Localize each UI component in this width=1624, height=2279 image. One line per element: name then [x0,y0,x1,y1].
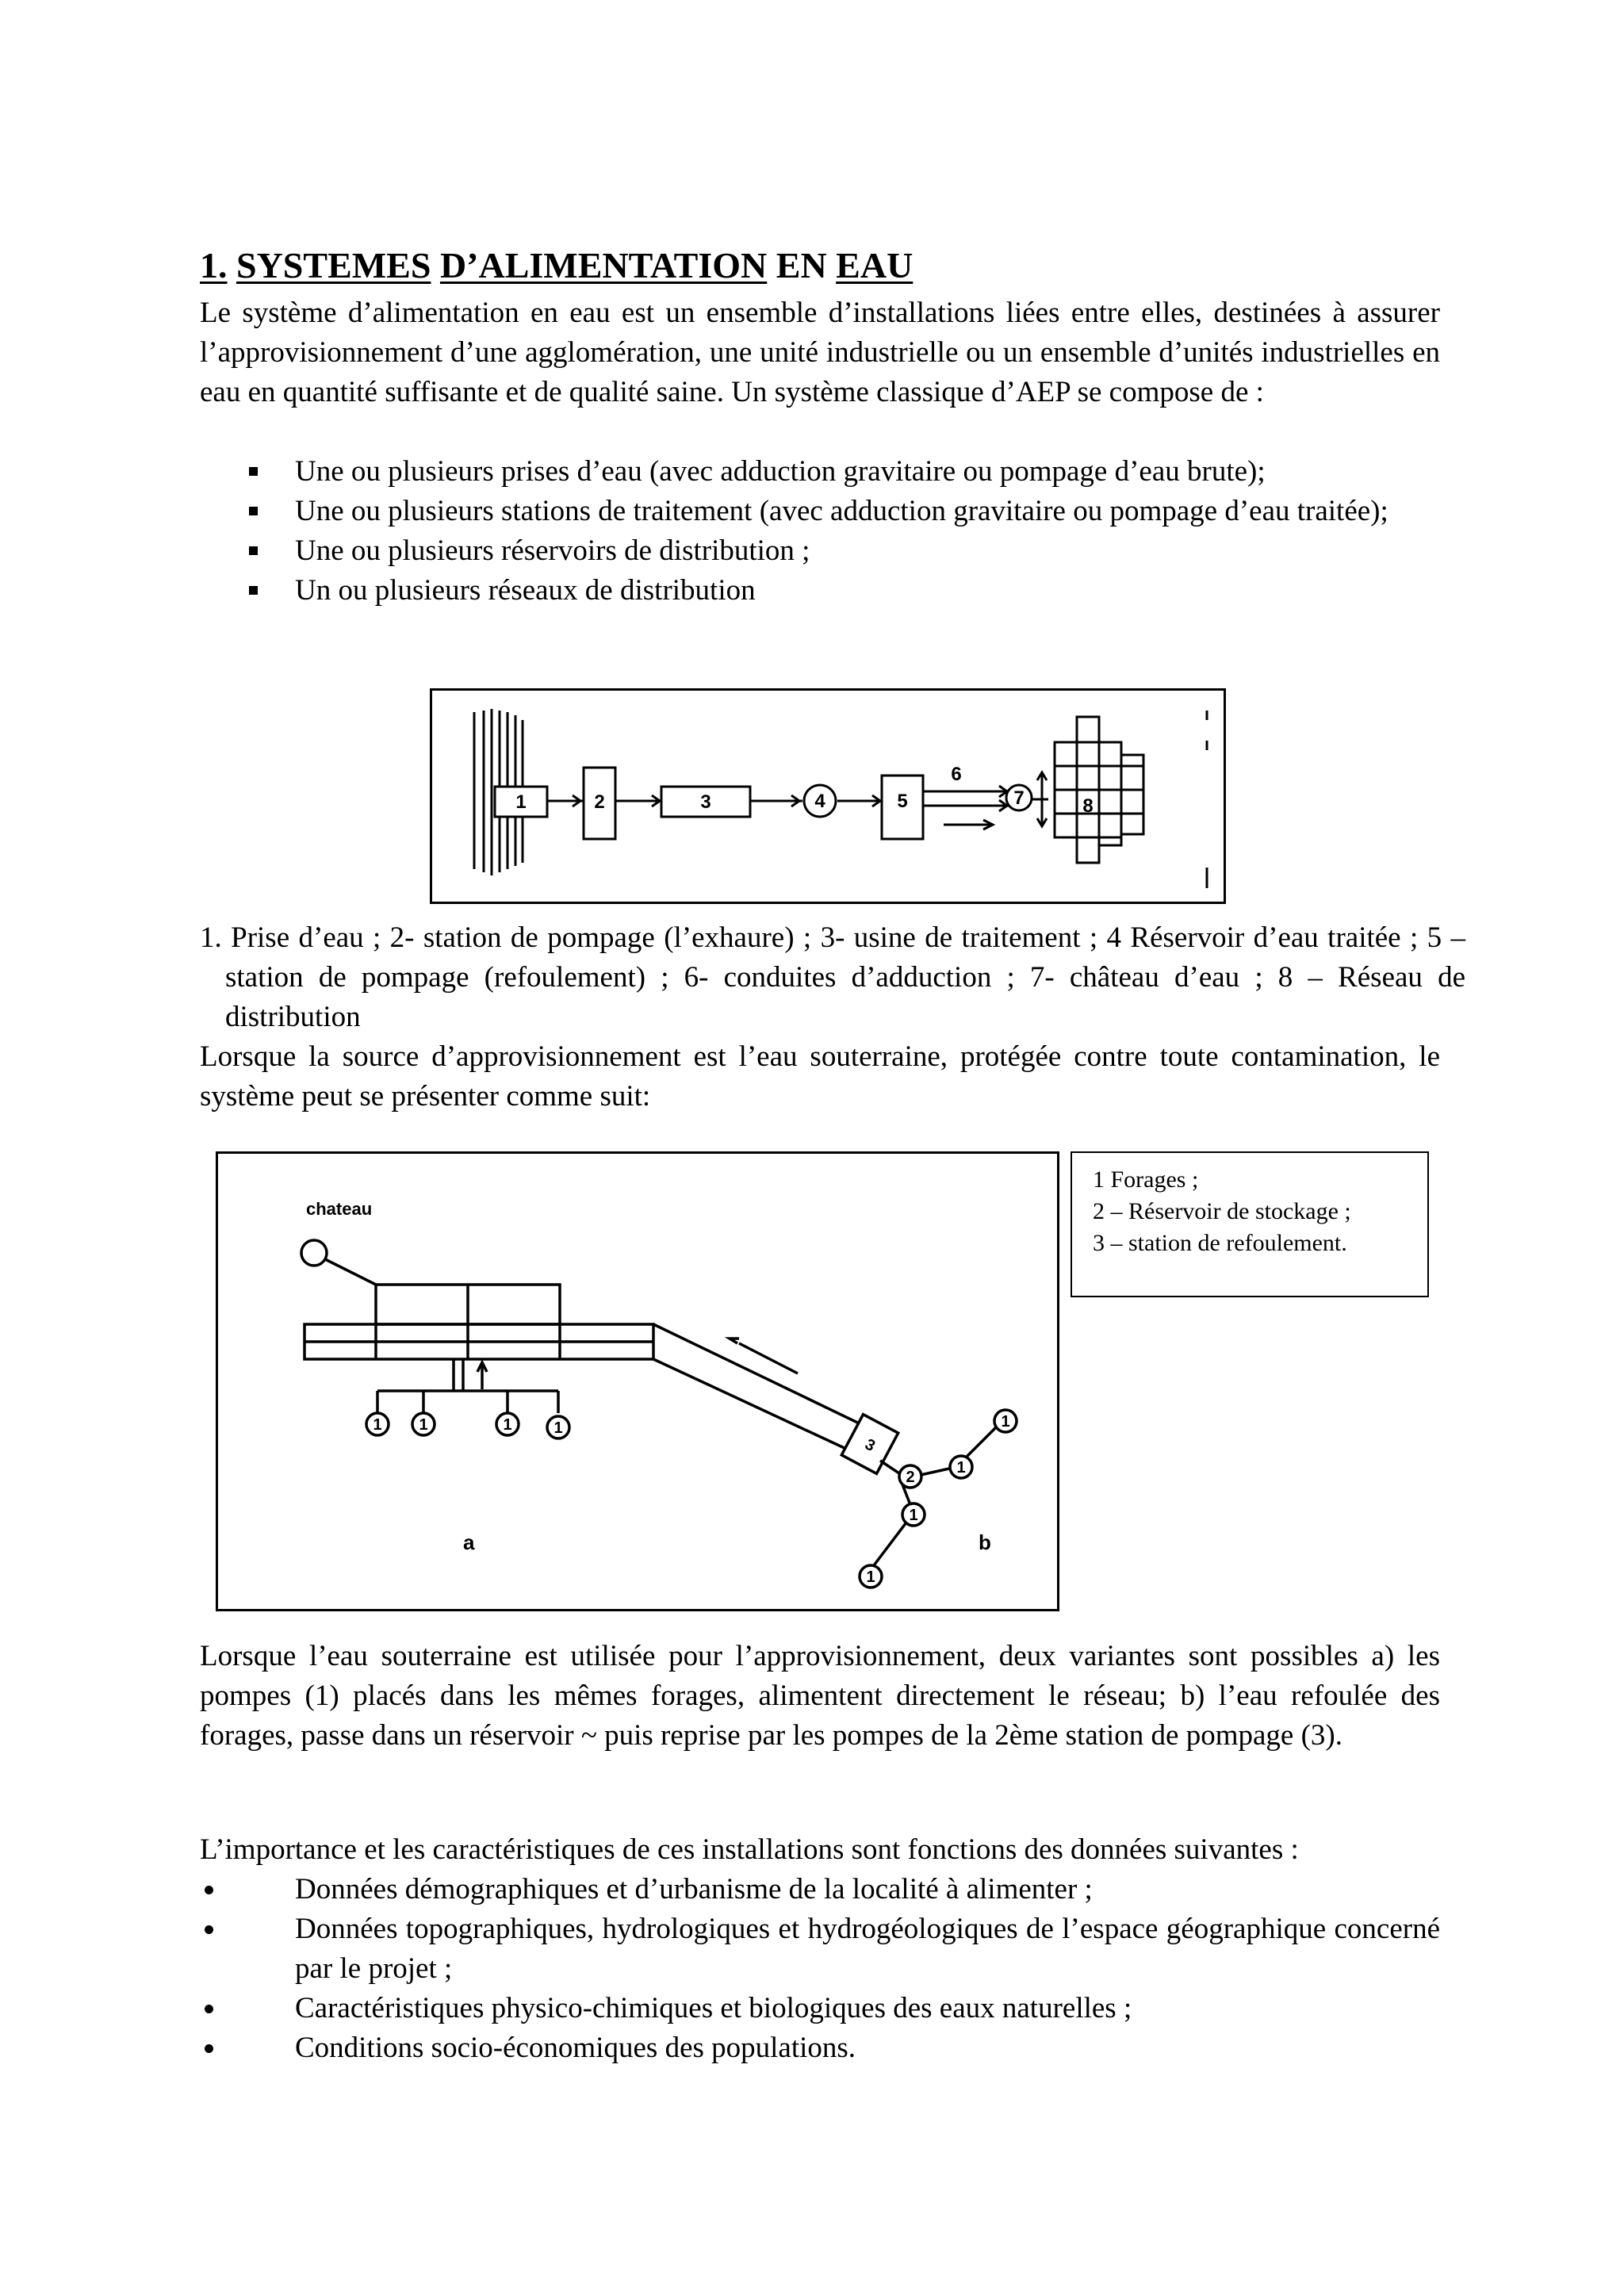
fig1-label-8: 8 [1082,795,1094,817]
fig1-label-4: 4 [814,791,825,812]
list-item: Une ou plusieurs prises d’eau (avec adduction gravitaire ou pompage d’eau brute); [200,452,1440,492]
list-item: Données démographiques et d’urbanisme de la localité à alimenter ; [200,1870,1440,1909]
factors-list [200,1870,1440,2068]
variants-paragraph: Lorsque l’eau souterraine est utilisée pour l’approvisionnement, deux variantes sont possibles a) les pompes (1) placés dans les mêmes forages, alimentent directement le réseau; b) l’eau refoulée des forages, passe dans un réservoir ~ puis reprise par les pompes de la 2ème station de pompage (3). [200,1640,1440,1752]
legend-item: 3 – station de refoulement. [1093,1230,1347,1256]
round-bullet-icon [205,2005,213,2013]
section-heading [200,244,913,286]
heading-word-en: EN [776,245,827,285]
fig2-station-3: 3 [861,1435,879,1456]
heading-word-alimentation: D’ALIMENTATION [439,245,768,285]
list-item: Conditions socio-économiques des populations. [200,2028,1440,2068]
groundwater-system-diagram [216,1151,1059,1611]
fig2-well-1g: 1 [909,1507,918,1524]
fig2-well-1e: 1 [956,1459,966,1477]
legend-item: 1 Forages ; [1093,1166,1199,1193]
fig1-label-3: 3 [700,791,711,813]
fig2-well-1c: 1 [503,1416,512,1434]
fig2-label-b: b [979,1530,991,1554]
heading-word-systemes: SYSTEMES [236,245,431,285]
fig1-label-6: 6 [951,764,962,785]
fig1-label-5: 5 [897,791,908,812]
aep-system-diagram [430,688,1226,904]
list-item: Données topographiques, hydrologiques et hydrogéologiques de l’espace géographique concerné par le projet ; [200,1909,1440,1989]
fig1-label-7: 7 [1013,787,1025,809]
fig2-well-1h: 1 [866,1568,875,1586]
intro-paragraph: Le système d’alimentation en eau est un ensemble d’installations liées entre elles, destinées à assurer l’approvisionnement d’une agglomération, une unité industrielle ou un ensemble d’unités industrielles en eau en quantité suffisante et de qualité saine. Un système classique d’AEP se compose de : [200,297,1440,408]
fig1-label-2: 2 [594,791,605,813]
fig2-well-1b: 1 [419,1416,428,1434]
fig2-well-1f: 1 [1001,1413,1010,1431]
fig2-reservoir-2: 2 [906,1469,915,1486]
factors-intro: L’importance et les caractéristiques de ces installations sont fonctions des données suivantes : [200,1833,1299,1866]
figure2-legend [1071,1151,1429,1297]
fig2-well-1d: 1 [553,1419,563,1437]
heading-number: 1. [200,245,228,285]
square-bullet-icon [249,546,258,555]
list-item: Caractéristiques physico-chimiques et biologiques des eaux naturelles ; [200,1989,1440,2028]
square-bullet-icon [249,586,258,595]
square-bullet-icon [249,467,258,476]
fig1-label-1: 1 [515,791,527,813]
round-bullet-icon [205,1925,213,1934]
fig2-chateau-label: chateau [306,1199,373,1219]
round-bullet-icon [205,2044,213,2053]
fig2-well-1a: 1 [373,1416,382,1434]
fig2-label-a: a [463,1530,475,1554]
list-item: Une ou plusieurs stations de traitement (avec adduction gravitaire ou pompage d’eau traitée); [200,492,1440,531]
list-item: Une ou plusieurs réservoirs de distribution ; [200,531,1440,571]
heading-word-eau: EAU [836,245,914,285]
components-list [200,452,1440,611]
legend-item: 2 – Réservoir de stockage ; [1093,1198,1351,1224]
square-bullet-icon [249,507,258,515]
round-bullet-icon [205,1886,213,1894]
figure1-caption: 1. Prise d’eau ; 2- station de pompage (l’exhaure) ; 3- usine de traitement ; 4 Réservoir d’eau traitée ; 5 – station de pompage (refoulement) ; 6- conduites d’adduction ; 7- château d’eau ; 8 – Réseau de distribution [200,921,1465,1033]
list-item: Un ou plusieurs réseaux de distribution [200,571,1440,611]
groundwater-paragraph: Lorsque la source d’approvisionnement est l’eau souterraine, protégée contre toute contamination, le système peut se présenter comme suit: [200,1040,1440,1113]
